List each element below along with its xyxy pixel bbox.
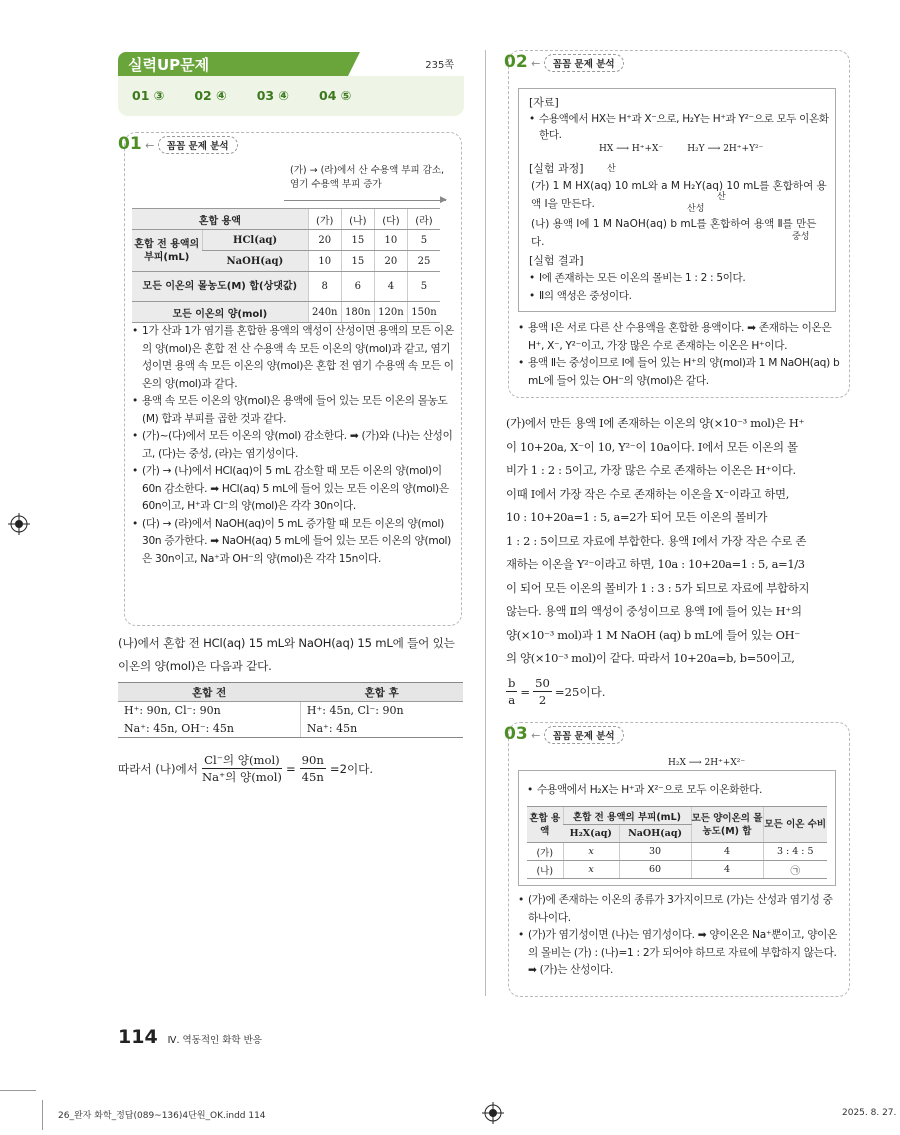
row-label: NaOH(aq) <box>202 251 308 272</box>
crop-mark <box>0 1090 36 1091</box>
q02-header: 02 ← 꼼꼼 문제 분석 <box>504 52 624 72</box>
bullet-item: • 용액 속 모든 이온의 양(mol)은 용액에 들어 있는 모든 이온의 몰농도(M) 합과 부피를 곱한 것과 같다. <box>132 393 454 428</box>
proc-step: (가) 1 M HX(aq) 10 mL와 a M H₂Y(aq) 10 mL를 혼합하여 용액 Ⅰ을 만든다. <box>531 180 827 210</box>
section-header <box>118 50 464 116</box>
result-item: • Ⅱ의 액성은 중성이다. <box>529 287 829 305</box>
table-cell: 6 <box>341 272 374 302</box>
col-header: 혼합 전 용액의 부피(mL) <box>563 807 691 825</box>
page-footer <box>118 1026 262 1048</box>
equations <box>529 141 829 157</box>
bullet-item: • 용액 Ⅱ는 중성이므로 Ⅰ에 들어 있는 H⁺의 양(mol)과 1 M NaOH(aq) b mL에 들어 있는 OH⁻의 양(mol)은 같다. <box>518 355 840 390</box>
note-neutral: 중성 <box>792 232 810 242</box>
page-number: 114 <box>118 1026 158 1048</box>
bullet-item: • (가)가 염기성이면 (나)는 염기성이다. ➡ 양이온은 Na⁺뿐이고, 양이온의 몰비는 (가) : (나)=1 : 2가 되어야 하므로 자료에 부합하지 않는다. ➡ (가)는 산성이다. <box>518 927 840 980</box>
frac-top: 50 <box>535 676 550 690</box>
q02-data-box <box>518 88 836 312</box>
solution-line: 재하는 이온을 Y²⁻이라고 하면, 10a : 10+20a=1 : 5, a=1/3 <box>506 557 805 571</box>
table-cell: x <box>563 843 619 861</box>
conclusion-prefix: 따라서 (나)에서 <box>118 761 198 776</box>
intro-line: • 수용액에서 H₂X는 H⁺과 X²⁻으로 모두 이온화한다. <box>527 782 827 800</box>
fraction <box>506 675 517 708</box>
table-cell: 5 <box>407 272 440 302</box>
answer-item: 04 ⑤ <box>319 88 352 103</box>
col-header: 혼합 용액 <box>527 807 563 843</box>
table-cell: Na⁺: 45n <box>300 720 463 738</box>
equation: H₂Y ⟶ 2H⁺+Y²⁻ <box>687 144 764 154</box>
table-cell: 150n <box>407 302 440 323</box>
q01-conclusion: 따라서 (나)에서 $\frac{\text{Cl⁻의 양(mol)}}{\text{Na⁺의 양(mol)}}$ = $\frac{90n}{45n}$ =2이다. <box>118 753 374 784</box>
col-header: (다) <box>374 209 407 230</box>
q01-arrow-note: (가) → (라)에서 산 수용액 부피 감소, 염기 수용액 부피 증가 <box>290 165 445 190</box>
data-line: • 수용액에서 HX는 H⁺과 X⁻으로, H₂Y는 H⁺과 Y²⁻으로 모두 이온화한다. <box>529 111 829 143</box>
frac-bottom: Na⁺의 양(mol) <box>201 770 282 784</box>
table-cell: Na⁺: 45n, OH⁻: 45n <box>118 720 300 738</box>
table-cell: H⁺: 45n, Cl⁻: 90n <box>300 702 463 720</box>
data-title: [자료] <box>529 96 559 109</box>
print-date: 2025. 8. 27. <box>842 1108 897 1118</box>
frac-top: 90n <box>301 753 324 767</box>
equation: HX ⟶ H⁺+X⁻ <box>599 144 664 154</box>
q01-arrow-line <box>284 200 446 201</box>
table-cell: 15 <box>341 251 374 272</box>
solution-line: 비가 1 : 2 : 5이고, 가장 많은 수로 존재하는 이온은 H⁺이다. <box>506 463 796 477</box>
q01-paragraph: (나)에서 혼합 전 HCl(aq) 15 mL와 NaOH(aq) 15 mL에 들어 있는 이온의 양(mol)은 다음과 같다. <box>118 636 455 673</box>
page-ref: 235쪽 <box>425 60 454 71</box>
table-cell: (가) <box>527 843 563 861</box>
table-cell: 20 <box>374 251 407 272</box>
group-label: 혼합 전 용액의 부피(mL) <box>132 230 202 272</box>
row-label: HCl(aq) <box>202 230 308 251</box>
bullet-item: • (가)에 존재하는 이온의 종류가 3가지이므로 (가)는 산성과 염기성 중 하나이다. <box>518 892 840 927</box>
q03-eq-note: H₂X ⟶ 2H⁺+X²⁻ <box>668 758 746 768</box>
proc-step: (나) 용액 Ⅰ에 1 M NaOH(aq) b mL를 혼합하여 용액 Ⅱ를 만든다. <box>531 218 817 248</box>
fraction <box>300 752 326 785</box>
q01-bullets <box>132 323 454 568</box>
col-header: H₂X(aq) <box>563 825 619 843</box>
table-cell: 8 <box>308 272 341 302</box>
q02-bullets <box>518 320 840 390</box>
proc-title: [실험 과정] <box>529 162 584 175</box>
frac-bottom: 2 <box>538 693 547 707</box>
q03-data-table <box>527 806 827 879</box>
file-info: 26_완자 화학_정답(089~136)4단원_OK.indd 114 <box>58 1111 266 1121</box>
table-cell: 4 <box>691 861 763 879</box>
col-header: 모든 양이온의 몰농도(M) 합 <box>691 807 763 843</box>
conclusion-suffix: =2이다. <box>329 761 374 776</box>
answer-item: 01 ③ <box>132 88 165 103</box>
table-cell: H⁺: 90n, Cl⁻: 90n <box>124 704 221 718</box>
table-cell: (나) <box>527 861 563 879</box>
frac-bottom: 45n <box>301 770 324 784</box>
table-cell: 4 <box>691 843 763 861</box>
table-cell: 60 <box>619 861 691 879</box>
note-acidic: 산성 <box>687 204 705 214</box>
table-cell: ㉠ <box>763 861 827 879</box>
q03-number: 03 <box>504 724 528 744</box>
result-title: [실험 결과] <box>529 254 584 267</box>
result-item: • Ⅰ에 존재하는 모든 이온의 몰비는 1 : 2 : 5이다. <box>529 269 829 287</box>
col-header: 모든 이온 수비 <box>763 807 827 843</box>
fraction <box>533 675 552 708</box>
answer-item: 02 ④ <box>194 88 227 103</box>
note-acid: 산 <box>717 192 726 202</box>
final-suffix: =25이다. <box>554 684 606 699</box>
table-cell: 30 <box>619 843 691 861</box>
registration-mark-icon <box>8 513 30 535</box>
q03-bullets <box>518 892 840 980</box>
header-tag <box>118 50 464 76</box>
col-header: (가) <box>308 209 341 230</box>
arrow-right-icon: ▶ <box>440 195 447 205</box>
frac-top: Cl⁻의 양(mol) <box>202 752 282 769</box>
q01-header: 01 ← 꼼꼼 문제 분석 <box>118 134 238 154</box>
q02-final: $\frac{b}{a}$ = $\frac{50}{2}$ =25이다. <box>508 676 606 707</box>
table-cell: 120n <box>374 302 407 323</box>
solution-line: 이때 Ⅰ에서 가장 작은 수로 존재하는 이온을 X⁻이라고 하면, <box>506 486 790 501</box>
data-bullets <box>529 111 829 143</box>
col-header: NaOH(aq) <box>619 825 691 843</box>
solution-line: 의 양(×10⁻³ mol)이 같다. 따라서 10+20a=b, b=50이고, <box>506 651 795 665</box>
col-header: 혼합 전 <box>118 683 300 702</box>
q02-label: 꼼꼼 문제 분석 <box>544 54 624 72</box>
table-cell: 3 : 4 : 5 <box>763 843 827 861</box>
row-label: 모든 이온의 양(mol) <box>132 302 308 323</box>
answer-item: 03 ④ <box>256 88 290 103</box>
note-acid: 산 <box>607 164 616 174</box>
q01-data-table <box>132 208 440 323</box>
fraction <box>202 752 282 785</box>
table-corner: 혼합 용액 <box>132 209 308 230</box>
table-cell: 20 <box>308 230 341 251</box>
bullet-item: • (가) → (나)에서 HCl(aq)이 5 mL 감소할 때 모든 이온의 양(mol)이 60n 감소한다. ➡ HCl(aq) 5 mL에 들어 있는 모든 이온의 양(mol)은 60n이고, H⁺과 Cl⁻의 양(mol)은 각각 30n이다. <box>132 463 454 516</box>
solution-line: 이 되어 모든 이온의 몰비가 1 : 3 : 5가 되므로 자료에 부합하지 <box>506 580 810 595</box>
table-cell: 240n <box>308 302 341 323</box>
table-cell: 10 <box>308 251 341 272</box>
table-cell: 25 <box>407 251 440 272</box>
table-cell: 10 <box>374 230 407 251</box>
solution-line: 10 : 10+20a=1 : 5, a=2가 되어 모든 이온의 몰비가 <box>506 510 768 524</box>
solution-line: (가)에서 만든 용액 Ⅰ에 존재하는 이온의 양(×10⁻³ mol)은 H⁺ <box>506 416 805 430</box>
solution-line: 이 10+20a, X⁻이 10, Y²⁻이 10a이다. Ⅰ에서 모든 이온의 몰 <box>506 439 798 454</box>
answer-list <box>132 88 351 103</box>
bullet-item: • (다) → (라)에서 NaOH(aq)이 5 mL 증가할 때 모든 이온의 양(mol) 30n 증가한다. ➡ NaOH(aq) 5 mL에 들어 있는 모든 이온의 양(mol)은 30n이고, Na⁺과 OH⁻의 양(mol)은 각각 15n이다. <box>132 516 454 569</box>
col-header: 혼합 후 <box>300 683 463 702</box>
frac-top: b <box>508 676 516 690</box>
q03-label: 꼼꼼 문제 분석 <box>544 726 624 744</box>
q02-solution <box>506 412 852 671</box>
section-title: 실력UP문제 <box>118 52 348 76</box>
col-header: (라) <box>407 209 440 230</box>
frac-bottom: a <box>508 693 516 707</box>
table-cell: x <box>563 861 619 879</box>
q01-number: 01 <box>118 134 142 154</box>
chapter-title: Ⅳ. 역동적인 화학 반응 <box>167 1035 262 1046</box>
q01-mix-table <box>118 682 463 738</box>
table-cell: 15 <box>341 230 374 251</box>
q01-label: 꼼꼼 문제 분석 <box>158 136 238 154</box>
bullet-item: • 1가 산과 1가 염기를 혼합한 용액의 액성이 산성이면 용액의 모든 이온의 양(mol)은 혼합 전 산 수용액 속 모든 이온의 양(mol)과 같고, 염기성이면 용액 속 모든 이온의 양(mol)은 혼합 전 염기 수용액 속 모든 이온의 양(mol)과 같다. <box>132 323 454 393</box>
bullet-item: • (가)~(다)에서 모든 이온의 양(mol) 감소한다. ➡ (가)와 (나)는 산성이고, (다)는 중성, (라)는 염기성이다. <box>132 428 454 463</box>
table-cell: 5 <box>407 230 440 251</box>
q02-number: 02 <box>504 52 528 72</box>
table-cell: 180n <box>341 302 374 323</box>
crop-mark <box>42 1100 43 1130</box>
solution-line: 양(×10⁻³ mol)과 1 M NaOH (aq) b mL에 들어 있는 OH⁻ <box>506 627 800 642</box>
col-header: (나) <box>341 209 374 230</box>
q03-header: 03 ← 꼼꼼 문제 분석 <box>504 724 624 744</box>
table-cell: 4 <box>374 272 407 302</box>
registration-mark-icon <box>482 1102 504 1124</box>
column-divider <box>485 50 486 996</box>
row-label: 모든 이온의 몰농도(M) 합(상댓값) <box>132 272 308 302</box>
bullet-item: • 용액 Ⅰ은 서로 다른 산 수용액을 혼합한 용액이다. ➡ 존재하는 이온은 H⁺, X⁻, Y²⁻이고, 가장 많은 수로 존재하는 이온은 H⁺이다. <box>518 320 840 355</box>
solution-line: 않는다. 용액 Ⅱ의 액성이 중성이므로 용액 Ⅰ에 들어 있는 H⁺의 <box>506 604 802 618</box>
solution-line: 1 : 2 : 5이므로 자료에 부합한다. 용액 Ⅰ에서 가장 작은 수로 존 <box>506 533 807 548</box>
result-bullets <box>529 269 829 305</box>
q03-intro <box>527 782 827 800</box>
